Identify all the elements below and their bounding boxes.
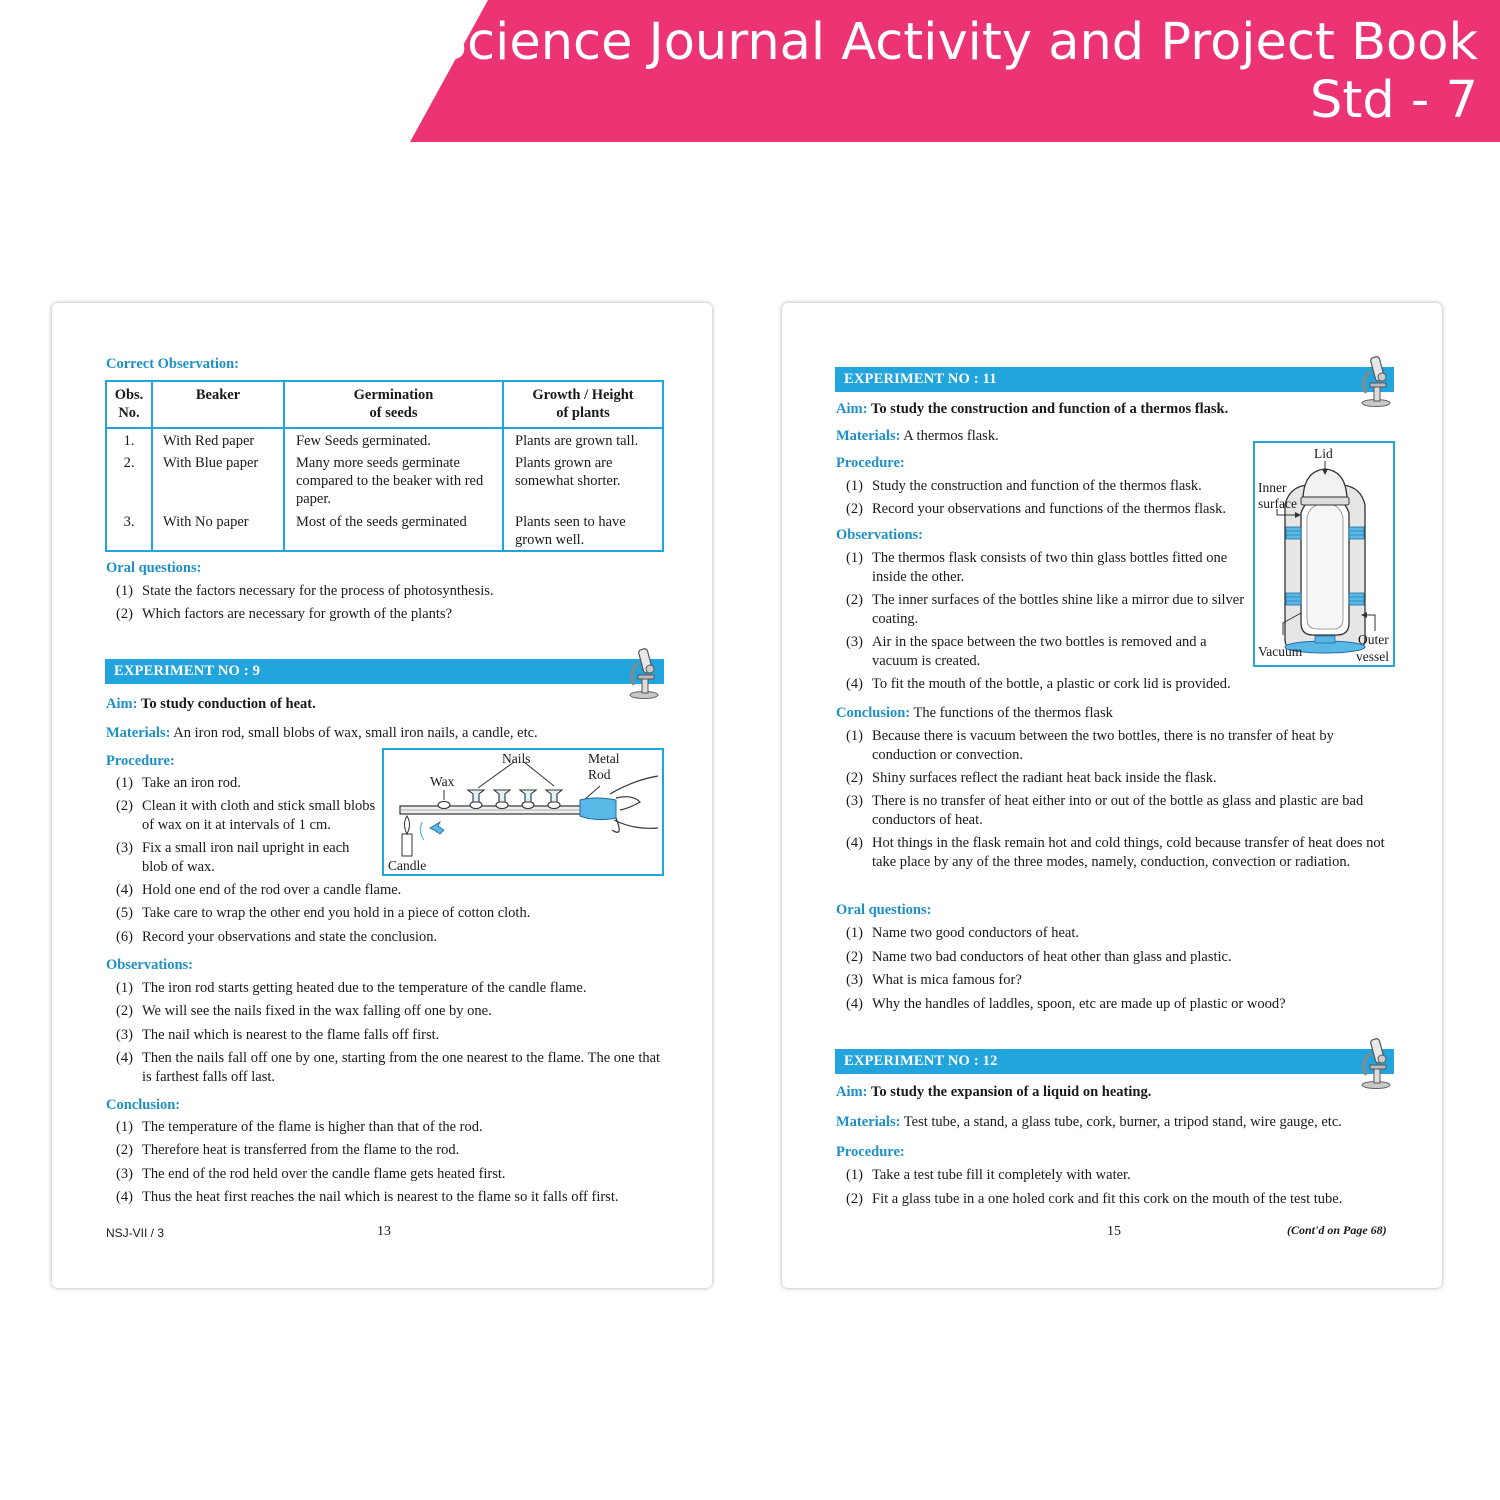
observations-heading: Observations: <box>106 957 193 973</box>
table-cell-growth: Plants are grown tall. <box>515 433 639 449</box>
table-cell-germination: Most of the seeds germinated <box>296 514 467 530</box>
table-cell-growth: Plants seen to have grown well. <box>515 514 626 548</box>
page-number: 15 <box>1107 1224 1121 1239</box>
label-candle: Candle <box>388 858 427 873</box>
aim-line: Aim: To study conduction of heat. <box>106 696 316 712</box>
label-lid: Lid <box>1314 446 1333 461</box>
materials-line: Materials: A thermos flask. <box>836 428 999 444</box>
table-cell-beaker: With Red paper <box>163 433 255 449</box>
table-divider <box>151 382 153 550</box>
procedure-heading: Procedure: <box>836 455 905 471</box>
observation-table <box>105 380 664 552</box>
right-page: EXPERIMENT NO : 11 Aim: To study the construction and function of a thermos flask. Materials: A thermos flask. Procedure: (1) Study the construction and function of the thermos flask. (2) Record your observations and functions of the thermos flask. Observations: (1) The thermos flask consists of two thin glass bottles fitted one inside the other. (2) The inner surfaces of the bottles shine like a mirror due to silver coating. (3) Air in the space between the two bottles is removed and a vacuum is created. (4) To fit the mouth of the bottle, a plastic or cork lid is provided. Lid Inner surface Vacuum Outer vessel Conclusion: The functions of the thermos flask (1) Because there is vacuum between the two bottles, there is no transfer of heat by conduction or convection. (2) Shiny surfaces reflect the radiant heat back inside the flask. (3) There is no transfer of heat either into or out of the bottle as glass and plastic are bad conductors of heat. (4) Hot things in the flask remain hot and cold things, cold because transfer of heat does not take place by any of the three modes, namely, conduction, convection or radiation. Oral questions: (1) Name two good conductors of heat. (2) Name two bad conductors of heat other than glass and plastic. (3) What is mica famous for? (4) Why the handles of laddles, spoon, etc are made up of plastic or wood? EXPERIMENT NO : 12 Aim: To study the expansion of a liquid on heating. Materials: Test tube, a stand, a glass tube, cork, burner, a tripod stand, wire gauge, etc. Procedure: (1) Take a test tube fill it completely with water. (2) Fit a glass tube in a one holed cork and fit this cork on the mouth of the test tube. 15 (Cont'd on Page 68) <box>782 303 1442 1288</box>
table-header-beaker: Beaker <box>195 387 241 403</box>
label-inner: Inner <box>1258 480 1287 495</box>
experiment-12-header: EXPERIMENT NO : 12 <box>835 1049 1394 1074</box>
conclusion-line: Conclusion: The functions of the thermos flask <box>836 705 1113 721</box>
label-outer: Outer <box>1358 632 1389 647</box>
materials-line: Materials: Test tube, a stand, a glass tube, cork, burner, a tripod stand, wire gauge, etc. <box>836 1114 1342 1130</box>
rod-illustration <box>384 750 662 874</box>
correct-observation-heading: Correct Observation: <box>106 356 240 372</box>
experiment-11-header: EXPERIMENT NO : 11 <box>835 367 1394 392</box>
microscope-icon <box>624 645 662 699</box>
table-cell-no: 2. <box>123 455 135 471</box>
page-number: 13 <box>377 1224 391 1239</box>
table-cell-growth: Plants grown are somewhat shorter. <box>515 455 621 489</box>
procedure-heading: Procedure: <box>106 753 175 769</box>
experiment-9-header: EXPERIMENT NO : 9 <box>105 659 664 684</box>
table-cell-germination: Few Seeds germinated. <box>296 433 431 449</box>
heat-conduction-figure <box>382 748 664 876</box>
oral-questions-heading: Oral questions: <box>836 902 932 918</box>
label-metal: Metal <box>588 751 620 766</box>
table-header-obs: Obs. No. <box>114 387 144 421</box>
thermos-flask-figure <box>1253 441 1395 667</box>
table-header-germination: Germination of seeds <box>353 387 434 421</box>
table-cell-no: 3. <box>123 514 135 530</box>
table-cell-no: 1. <box>123 433 135 449</box>
left-page: Correct Observation: Obs. No. Beaker Germination of seeds Growth / Height of plants 1. With Red paper Few Seeds germinated. Plants are grown tall. 2. With Blue paper Many more seeds germinate compared to the beaker with red paper. Plants grown are somewhat shorter. 3. With No paper Most of the seeds germinated Plants seen to have grown well. Oral questions: (1) State the factors necessary for the process of photosynthesis. (2) Which factors are necessary for growth of the plants? EXPERIMENT NO : 9 Aim: To study conduction of heat. Materials: An iron rod, small blobs of wax, small iron nails, a candle, etc. Procedure: (1) Take an iron rod. (2) Clean it with cloth and stick small blobs of wax on it at intervals of 1 cm. (3) Fix a small iron nail upright in each blob of wax. (4) Hold one end of the rod over a candle flame. (5) Take care to wrap the other end you hold in a piece of cotton cloth. (6) Record your observations and state the conclusion. Nails Metal Rod Wax Candle Observations: (1) The iron rod starts getting heated due to the temperature of the candle flame. (2) We will see the nails fixed in the wax falling off one by one. (3) The nail which is nearest to the flame falls off first. (4) Then the nails fall off one by one, starting from the one nearest to the flame. The one that is farthest falls off last. Conclusion: (1) The temperature of the flame is higher than that of the rod. (2) Therefore heat is transferred from the flame to the rod. (3) The end of the rod held over the candle flame gets heated first. (4) Thus the heat first reaches the nail which is nearest to the flame so it falls off first. NSJ-VII / 3 13 <box>52 303 712 1288</box>
label-vacuum: Vacuum <box>1258 644 1303 659</box>
materials-line: Materials: An iron rod, small blobs of wax, small iron nails, a candle, etc. <box>106 725 538 741</box>
aim-line: Aim: To study the construction and function of a thermos flask. <box>836 401 1229 417</box>
microscope-icon <box>1356 1035 1394 1089</box>
label-wax: Wax <box>430 774 455 789</box>
label-rod: Rod <box>588 767 611 782</box>
table-cell-beaker: With No paper <box>163 514 249 530</box>
label-vessel: vessel <box>1356 649 1389 664</box>
table-header-divider <box>107 427 662 429</box>
title-banner <box>0 0 1500 142</box>
label-nails: Nails <box>502 751 531 766</box>
conclusion-heading: Conclusion: <box>106 1097 181 1113</box>
oral-questions-heading: Oral questions: <box>106 560 202 576</box>
table-header-growth: Growth / Height of plants <box>532 387 634 421</box>
microscope-icon <box>1356 353 1394 407</box>
banner-title-line2: Std - 7 <box>1309 71 1478 130</box>
aim-line: Aim: To study the expansion of a liquid on heating. <box>836 1084 1152 1100</box>
footer-code: NSJ-VII / 3 <box>106 1226 165 1240</box>
banner-title-line1: Science Journal Activity and Project Book <box>434 13 1478 72</box>
banner-title <box>435 14 1478 130</box>
table-cell-germination: Many more seeds germinate compared to the beaker with red paper. <box>296 455 484 507</box>
table-cell-beaker: With Blue paper <box>163 455 259 471</box>
label-surface: surface <box>1258 496 1297 511</box>
continued-note: (Cont'd on Page 68) <box>1287 1223 1387 1237</box>
observations-heading: Observations: <box>836 527 923 543</box>
procedure-heading: Procedure: <box>836 1144 905 1160</box>
